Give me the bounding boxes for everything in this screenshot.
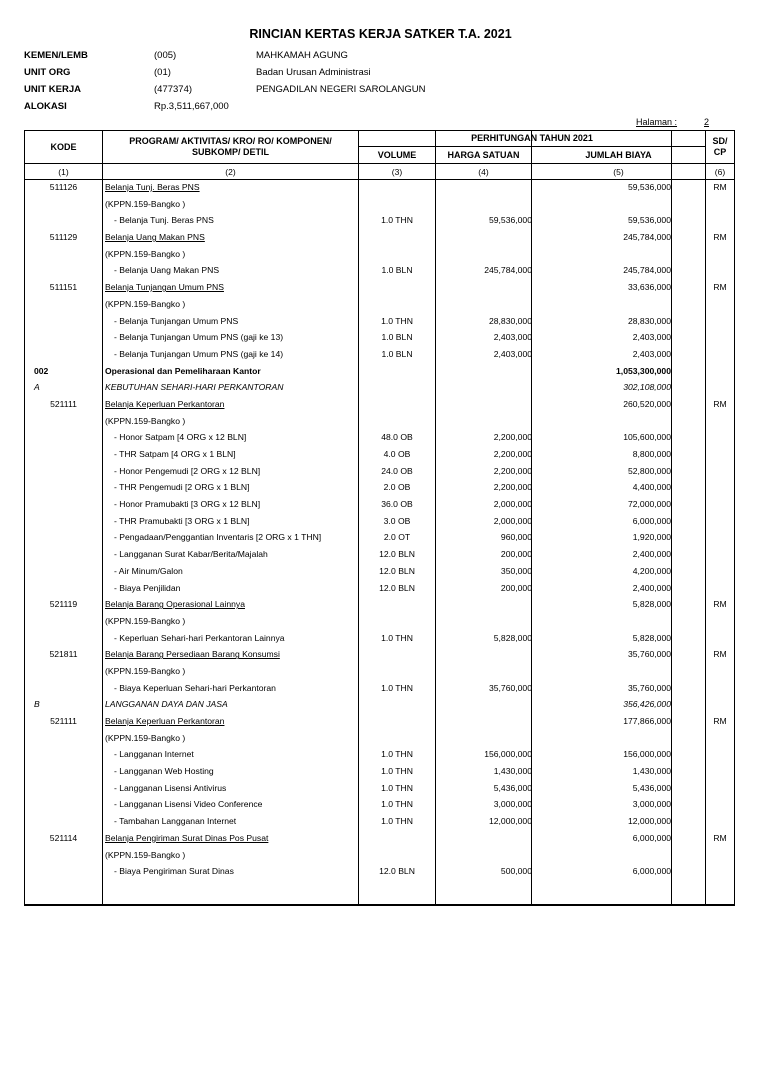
cell-sumber-dana: RM [713,182,727,192]
cell-description: - Pengadaan/Penggantian Inventaris [2 ORG x 1 THN] [114,532,322,543]
cell-jumlah-biaya: 4,200,000 [632,565,671,576]
cell-kode: 511129 [49,232,78,243]
cell-jumlah-biaya: 260,520,000 [623,398,671,409]
table-row [25,614,734,631]
header-program-1: PROGRAM/ AKTIVITAS/ KRO/ RO/ KOMPONEN/ [129,136,332,146]
cell-jumlah-biaya: 1,053,300,000 [616,365,671,376]
meta-code: (01) [154,67,171,78]
cell-description: - Belanja Tunjangan Umum PNS [114,315,239,326]
table-row [25,831,734,848]
cell-jumlah-biaya: 3,000,000 [632,799,671,810]
cell-harga-satuan: 3,000,000 [493,799,532,810]
cell-volume: 1.0 THN [381,816,413,827]
cell-description: - Langganan Lisensi Antivirus [114,782,227,793]
page-number [636,117,710,127]
table-row [25,764,734,781]
cell-description: Belanja Keperluan Perkantoran [105,398,225,409]
column-number: (6) [714,167,726,177]
cell-jumlah-biaya: 177,866,000 [623,716,671,726]
header-harga: HARGA SATUAN [447,150,520,160]
cell-description: (KPPN.159-Bangko ) [105,665,186,676]
cell-jumlah-biaya: 8,800,000 [632,449,671,459]
cell-description: Belanja Pengiriman Surat Dinas Pos Pusat [105,832,269,843]
cell-kode: 511151 [49,282,78,293]
table-row [25,714,734,731]
cell-volume: 1.0 THN [381,632,413,643]
cell-volume: 1.0 BLN [381,332,413,343]
cell-description: Belanja Tunj. Beras PNS [105,182,200,192]
cell-description: - Belanja Tunjangan Umum PNS (gaji ke 14) [114,348,284,359]
cell-description: - Air Minum/Galon [114,565,183,576]
table-row [25,581,734,598]
cell-harga-satuan: 245,784,000 [484,265,532,276]
cell-volume: 12.0 BLN [379,549,415,560]
table-body [25,180,734,881]
cell-jumlah-biaya: 2,403,000 [632,348,671,359]
table-row [25,230,734,247]
column-number: (2) [225,167,236,177]
meta-code: (477374) [154,84,193,95]
cell-sumber-dana: RM [713,282,727,293]
cell-harga-satuan: 28,830,000 [488,315,532,326]
cell-jumlah-biaya: 35,760,000 [627,649,671,660]
column-number: (1) [58,167,69,177]
cell-sumber-dana: RM [713,232,727,243]
cell-harga-satuan: 2,200,000 [493,432,532,443]
cell-description: - Tambahan Langganan Internet [114,816,237,827]
table-row [25,564,734,581]
cell-description: (KPPN.159-Bangko ) [105,849,186,860]
header-program-2: SUBKOMP/ DETIL [191,147,269,157]
budget-table [24,130,735,906]
cell-description: (KPPN.159-Bangko ) [105,198,186,209]
meta-name: MAHKAMAH AGUNG [256,50,348,61]
cell-description: - THR Pengemudi [2 ORG x 1 BLN] [114,482,250,493]
cell-kode: 521119 [49,599,78,610]
cell-harga-satuan: 59,536,000 [488,215,532,226]
cell-description: - Honor Pramubakti [3 ORG x 12 BLN] [114,499,261,510]
cell-kode: B [34,699,40,710]
cell-description: - Honor Pengemudi [2 ORG x 12 BLN] [114,465,261,476]
cell-volume: 1.0 BLN [381,265,413,276]
cell-jumlah-biaya: 5,828,000 [632,632,671,643]
cell-kode: 521111 [50,398,77,409]
cell-kode: 521111 [50,716,77,726]
cell-volume: 24.0 OB [381,465,413,476]
cell-harga-satuan: 2,403,000 [493,348,532,359]
cell-description: - Honor Satpam [4 ORG x 12 BLN] [114,432,247,443]
cell-description: - THR Satpam [4 ORG x 1 BLN] [114,449,236,459]
cell-volume: 12.0 BLN [379,582,415,593]
header-divider [358,146,705,147]
cell-description: Belanja Tunjangan Umum PNS [105,282,224,293]
table-row [25,297,734,314]
cell-harga-satuan: 350,000 [500,565,532,576]
table-row [25,347,734,364]
cell-harga-satuan: 500,000 [500,866,532,877]
header-kode: KODE [50,142,77,152]
cell-harga-satuan: 2,200,000 [493,482,532,493]
cell-sumber-dana: RM [713,649,727,660]
table-row [25,747,734,764]
cell-harga-satuan: 1,430,000 [493,766,532,777]
cell-kode: 002 [34,365,49,376]
cell-sumber-dana: RM [713,398,727,409]
cell-description: - Keperluan Sehari-hari Perkantoran Lainnya [114,632,285,643]
table-row [25,664,734,681]
header-cp: CP [713,147,727,157]
cell-jumlah-biaya: 28,830,000 [627,315,671,326]
cell-description: - Biaya Pengiriman Surat Dinas [114,866,234,877]
cell-description: - THR Pramubakti [3 ORG x 1 BLN] [114,515,250,526]
meta-row-kemen [24,50,744,67]
column-number: (5) [613,167,624,177]
cell-description: - Belanja Uang Makan PNS [114,265,220,276]
cell-volume: 4.0 OB [383,449,411,459]
cell-volume: 1.0 BLN [381,348,413,359]
cell-volume: 1.0 THN [381,782,413,793]
table-row [25,848,734,865]
meta-row-alokasi [24,101,744,118]
cell-sumber-dana: RM [713,832,727,843]
table-row [25,447,734,464]
table-row [25,414,734,431]
cell-volume: 1.0 THN [381,766,413,777]
cell-kode: 521114 [49,832,78,843]
meta-code: (005) [154,50,177,61]
cell-jumlah-biaya: 2,403,000 [632,332,671,343]
cell-description: - Belanja Tunj. Beras PNS [114,215,214,226]
cell-harga-satuan: 5,436,000 [493,782,532,793]
table-row [25,530,734,547]
cell-volume: 48.0 OB [381,432,413,443]
cell-description: KEBUTUHAN SEHARI-HARI PERKANTORAN [105,382,284,393]
cell-description: - Biaya Penjilidan [114,582,181,593]
document-meta [24,50,744,118]
meta-label: ALOKASI [24,101,67,112]
cell-harga-satuan: 200,000 [500,549,532,560]
cell-volume: 12.0 BLN [379,866,415,877]
cell-jumlah-biaya: 105,600,000 [623,432,671,443]
cell-jumlah-biaya: 72,000,000 [627,499,671,510]
cell-harga-satuan: 2,000,000 [493,499,532,510]
column-number: (4) [478,167,489,177]
meta-label: UNIT KERJA [24,84,82,95]
table-row [25,480,734,497]
cell-kode: A [34,382,40,393]
table-row [25,681,734,698]
header-perhitungan: PERHITUNGAN TAHUN 2021 [471,133,593,143]
table-row [25,364,734,381]
cell-jumlah-biaya: 156,000,000 [623,749,671,760]
table-row [25,797,734,814]
cell-jumlah-biaya: 1,920,000 [632,532,671,543]
document-title: RINCIAN KERTAS KERJA SATKER T.A. 2021 [249,27,512,41]
table-row [25,731,734,748]
cell-harga-satuan: 156,000,000 [484,749,532,760]
cell-kode: 521811 [49,649,78,660]
cell-description: Belanja Barang Operasional Lainnya [105,599,245,610]
table-row [25,213,734,230]
cell-volume: 1.0 THN [381,215,413,226]
cell-harga-satuan: 2,200,000 [493,465,532,476]
cell-description: - Biaya Keperluan Sehari-hari Perkantoran [114,682,276,693]
cell-jumlah-biaya: 302,108,000 [623,382,671,393]
table-row [25,197,734,214]
column-number: (3) [391,167,403,177]
cell-jumlah-biaya: 245,784,000 [623,232,671,243]
header-volume: VOLUME [377,150,417,160]
table-row [25,397,734,414]
cell-jumlah-biaya: 59,536,000 [627,215,671,226]
table-row [25,864,734,881]
cell-jumlah-biaya: 6,000,000 [632,515,671,526]
header-jumlah: JUMLAH BIAYA [585,150,652,160]
cell-jumlah-biaya: 52,800,000 [627,465,671,476]
cell-description: - Langganan Lisensi Video Conference [114,799,263,810]
cell-harga-satuan: 2,200,000 [493,449,532,459]
cell-description: - Langganan Surat Kabar/Berita/Majalah [114,549,268,560]
table-row [25,514,734,531]
meta-row-unit-kerja [24,84,744,101]
meta-row-unit-org [24,67,744,84]
table-row [25,314,734,331]
cell-volume: 36.0 OB [381,499,413,510]
cell-volume: 1.0 THN [381,682,413,693]
page-number-value: 2 [704,117,710,127]
cell-harga-satuan: 5,828,000 [493,632,532,643]
page-number-label: Halaman : [636,117,678,127]
cell-jumlah-biaya: 5,436,000 [632,782,671,793]
table-row [25,631,734,648]
cell-description: Belanja Uang Makan PNS [105,232,205,243]
cell-jumlah-biaya: 59,536,000 [627,182,671,192]
cell-description: - Belanja Tunjangan Umum PNS (gaji ke 13) [114,332,284,343]
table-row [25,464,734,481]
cell-jumlah-biaya: 5,828,000 [632,599,671,610]
cell-description: (KPPN.159-Bangko ) [105,298,186,309]
meta-code: Rp.3,511,667,000 [154,101,229,112]
cell-volume: 1.0 THN [381,315,413,326]
cell-description: Belanja Barang Persediaan Barang Konsumsi [105,649,280,660]
cell-jumlah-biaya: 6,000,000 [632,832,671,843]
cell-volume: 2.0 OT [383,532,411,543]
cell-jumlah-biaya: 6,000,000 [632,866,671,877]
cell-kode: 511126 [49,182,78,192]
table-row [25,497,734,514]
cell-jumlah-biaya: 245,784,000 [623,265,671,276]
cell-sumber-dana: RM [713,716,727,726]
table-row [25,247,734,264]
cell-description: (KPPN.159-Bangko ) [105,248,186,259]
cell-volume: 1.0 THN [381,749,413,760]
cell-volume: 3.0 OB [383,515,411,526]
meta-label: KEMEN/LEMB [24,50,88,61]
cell-jumlah-biaya: 12,000,000 [627,816,671,827]
cell-harga-satuan: 960,000 [500,532,532,543]
table-row [25,597,734,614]
cell-jumlah-biaya: 356,426,000 [623,699,671,710]
cell-harga-satuan: 2,403,000 [493,332,532,343]
meta-label: UNIT ORG [24,67,71,78]
table-row [25,263,734,280]
cell-description: - Langganan Internet [114,749,194,760]
table-row [25,547,734,564]
cell-description: LANGGANAN DAYA DAN JASA [105,699,228,710]
cell-jumlah-biaya: 1,430,000 [632,766,671,777]
cell-harga-satuan: 12,000,000 [488,816,532,827]
table-row [25,430,734,447]
cell-description: (KPPN.159-Bangko ) [105,732,186,743]
meta-name: PENGADILAN NEGERI SAROLANGUN [256,84,426,95]
table-row [25,814,734,831]
table-row [25,280,734,297]
cell-volume: 1.0 THN [381,799,413,810]
cell-jumlah-biaya: 4,400,000 [632,482,671,493]
cell-jumlah-biaya: 35,760,000 [627,682,671,693]
cell-description: (KPPN.159-Bangko ) [105,615,186,626]
cell-jumlah-biaya: 2,400,000 [632,549,671,560]
cell-volume: 12.0 BLN [379,565,415,576]
table-row [25,180,734,197]
table-row [25,697,734,714]
cell-description: Belanja Keperluan Perkantoran [105,716,225,726]
cell-volume: 2.0 OB [383,482,411,493]
table-row [25,380,734,397]
table-row [25,330,734,347]
cell-sumber-dana: RM [713,599,727,610]
cell-harga-satuan: 200,000 [500,582,532,593]
cell-jumlah-biaya: 33,636,000 [627,282,671,293]
cell-jumlah-biaya: 2,400,000 [632,582,671,593]
header-sd: SD/ [712,136,728,146]
table-row [25,647,734,664]
cell-harga-satuan: 2,000,000 [493,515,532,526]
cell-description: Operasional dan Pemeliharaan Kantor [105,365,261,376]
header-divider [25,163,734,164]
cell-description: - Langganan Web Hosting [114,766,214,777]
cell-description: (KPPN.159-Bangko ) [105,415,186,426]
cell-harga-satuan: 35,760,000 [488,682,532,693]
table-row [25,781,734,798]
meta-name: Badan Urusan Administrasi [256,67,371,78]
